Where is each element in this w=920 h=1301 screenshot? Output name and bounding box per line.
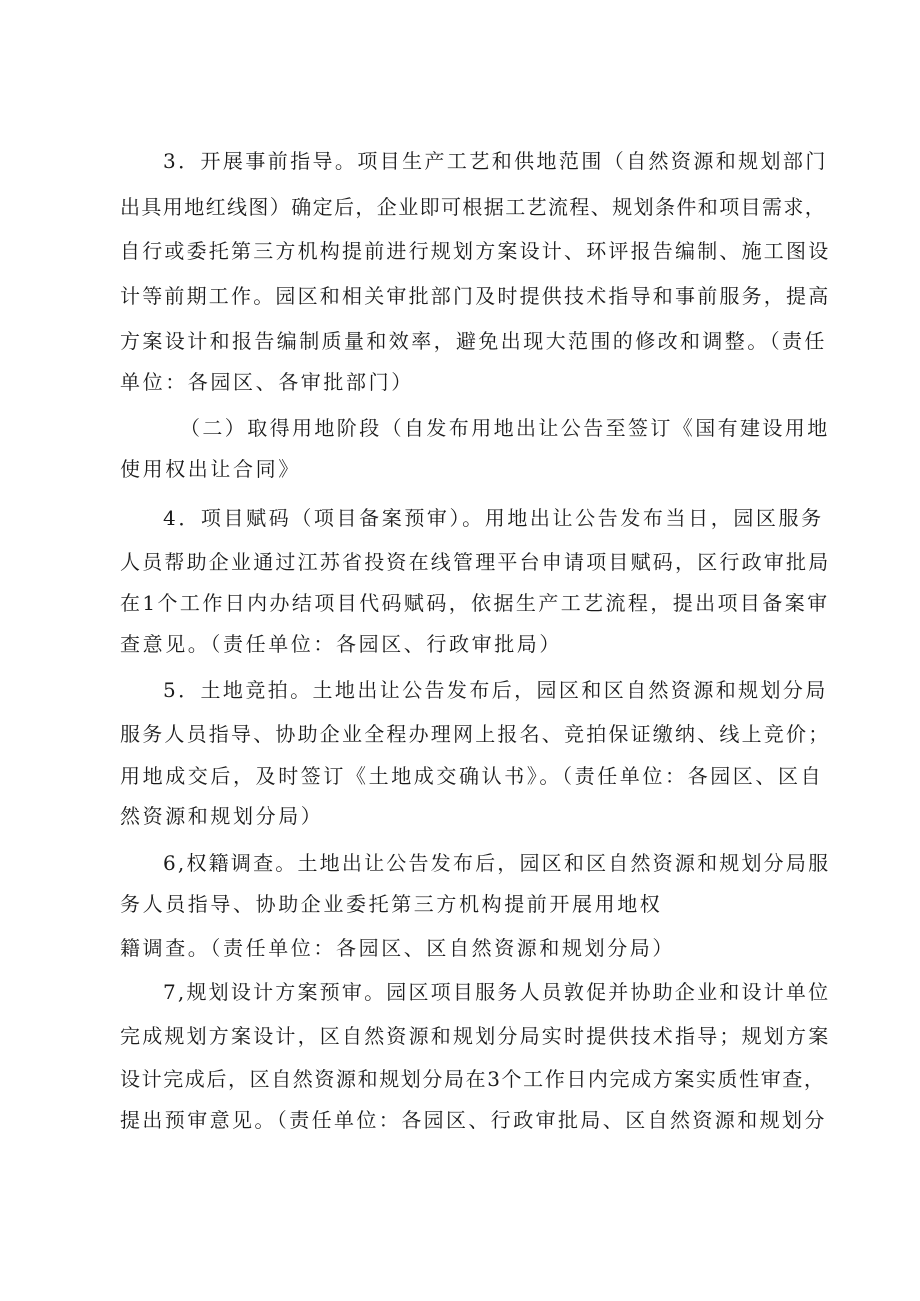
text-line: 6,权籍调查。土地出让公告发布后，园区和区自然资源和规划分局服 — [163, 851, 831, 875]
text-line: 5．土地竞拍。土地出让公告发布后，园区和区自然资源和规划分局 — [163, 678, 828, 702]
section-heading: 使用权出让合同》 — [120, 457, 301, 481]
text-line: 3．开展事前指导。项目生产工艺和供地范围（自然资源和规划部门 — [163, 149, 828, 173]
text-line: 7,规划设计方案预审。园区项目服务人员敦促并协助企业和设计单位 — [163, 980, 831, 1004]
text-line: 自行或委托第三方机构提前进行规划方案设计、环评报告编制、施工图设 — [120, 239, 831, 263]
text-line: 在1个工作日内办结项目代码赋码，依据生产工艺流程，提出项目备案审 — [120, 591, 830, 615]
section-heading: （二）取得用地阶段（自发布用地出让公告至签订《国有建设用地 — [180, 416, 830, 440]
text-line: 方案设计和报告编制质量和效率，避免出现大范围的修改和调整。（责任 — [120, 329, 827, 353]
text-line: 然资源和规划分局） — [120, 804, 324, 828]
text-line: 用地成交后，及时签订《土地成交确认书》。（责任单位：各园区、区自 — [120, 764, 824, 788]
text-line: 单位：各园区、各审批部门） — [120, 370, 414, 394]
text-line: 查意见。（责任单位：各园区、行政审批局） — [120, 632, 562, 656]
text-line: 计等前期工作。园区和相关审批部门及时提供技术指导和事前服务，提高 — [120, 284, 831, 308]
text-line: 设计完成后，区自然资源和规划分局在3个工作日内完成方案实质性审查， — [120, 1067, 826, 1091]
text-line: 人员帮助企业通过江苏省投资在线管理平台申请项目赋码，区行政审批局 — [120, 550, 831, 574]
text-line: 4．项目赋码（项目备案预审）。用地出让公告发布当日，园区服务 — [163, 506, 824, 530]
text-line: 务人员指导、协助企业委托第三方机构提前开展用地权 — [120, 892, 663, 916]
text-line: 提出预审意见。（责任单位：各园区、行政审批局、区自然资源和规划分 — [120, 1108, 827, 1132]
text-line: 服务人员指导、协助企业全程办理网上报名、竞拍保证缴纳、线上竞价； — [120, 722, 831, 746]
text-line: 籍调查。（责任单位：各园区、区自然资源和规划分局） — [120, 936, 675, 960]
text-line: 完成规划方案设计，区自然资源和规划分局实时提供技术指导；规划方案 — [120, 1024, 831, 1048]
text-line: 出具用地红线图）确定后，企业即可根据工艺流程、规划条件和项目需求， — [120, 195, 827, 219]
